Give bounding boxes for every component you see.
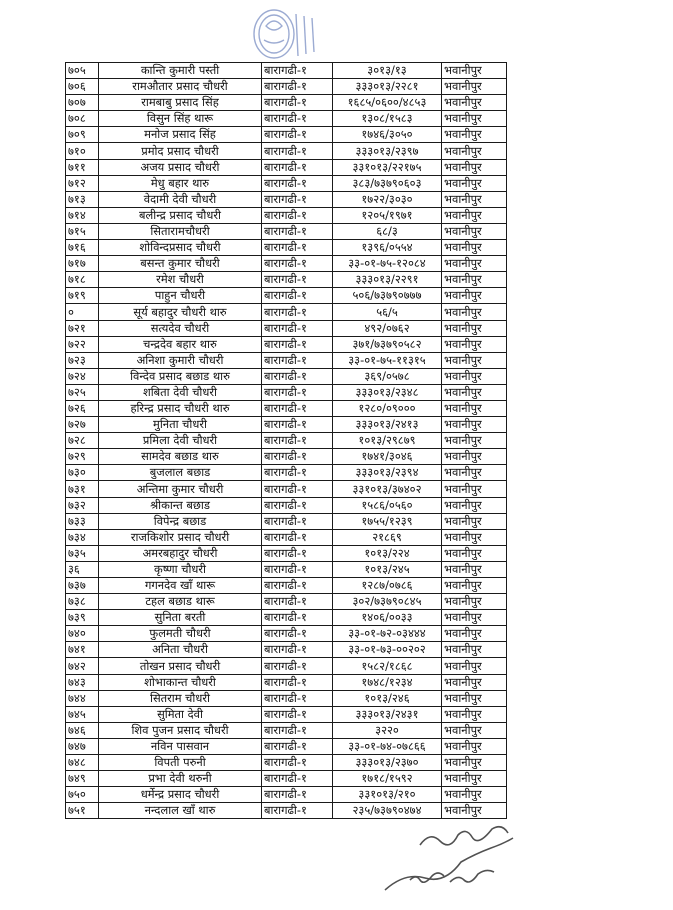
citizenship-number-cell: १६८५/०६००/४८५३ xyxy=(333,95,442,111)
place-cell: भवानीपुर xyxy=(442,481,507,497)
serial-number-cell: ७२२ xyxy=(66,336,99,352)
place-cell: भवानीपुर xyxy=(442,207,507,223)
table-row xyxy=(66,610,507,626)
name-cell: बलीन्द्र प्रसाद चौधरी xyxy=(99,207,262,223)
citizenship-number-cell: १७५५/१२३९ xyxy=(333,513,442,529)
place-cell: भवानीपुर xyxy=(442,658,507,674)
name-cell: मुनिता चौधरी xyxy=(99,417,262,433)
table-row xyxy=(66,561,507,577)
name-cell: विसुन सिंह थारू xyxy=(99,111,262,127)
address-cell: बारागढी-१ xyxy=(262,384,333,400)
address-cell: बारागढी-१ xyxy=(262,561,333,577)
serial-number-cell: ७२५ xyxy=(66,384,99,400)
table-row xyxy=(66,320,507,336)
citizenship-number-cell: ३३३०१३/२२८१ xyxy=(333,79,442,95)
name-cell: शबिता देवी चौधरी xyxy=(99,384,262,400)
address-cell: बारागढी-१ xyxy=(262,288,333,304)
citizenship-number-cell: १०१३/२२४ xyxy=(333,545,442,561)
table-row xyxy=(66,642,507,658)
serial-number-cell: ३६ xyxy=(66,561,99,577)
table-row xyxy=(66,352,507,368)
serial-number-cell: ७३७ xyxy=(66,578,99,594)
address-cell: बारागढी-१ xyxy=(262,175,333,191)
address-cell: बारागढी-१ xyxy=(262,336,333,352)
name-cell: प्रमोद प्रसाद चौधरी xyxy=(99,143,262,159)
place-cell: भवानीपुर xyxy=(442,674,507,690)
name-cell: कृष्णा चौधरी xyxy=(99,561,262,577)
place-cell: भवानीपुर xyxy=(442,433,507,449)
table-row xyxy=(66,545,507,561)
table-row xyxy=(66,803,507,819)
place-cell: भवानीपुर xyxy=(442,465,507,481)
name-cell: रमेश चौधरी xyxy=(99,272,262,288)
serial-number-cell: ७४६ xyxy=(66,722,99,738)
serial-number-cell: ७४२ xyxy=(66,658,99,674)
serial-number-cell: ७०६ xyxy=(66,79,99,95)
table-row xyxy=(66,207,507,223)
citizenship-number-cell: ६८/३ xyxy=(333,223,442,239)
citizenship-number-cell: ३३१०१३/३७४०२ xyxy=(333,481,442,497)
name-cell: रामऔतार प्रसाद चौधरी xyxy=(99,79,262,95)
table-row xyxy=(66,272,507,288)
serial-number-cell: ७११ xyxy=(66,159,99,175)
table-row xyxy=(66,626,507,642)
serial-number-cell: ७४४ xyxy=(66,690,99,706)
place-cell: भवानीपुर xyxy=(442,529,507,545)
name-cell: रामबाबु प्रसाद सिंह xyxy=(99,95,262,111)
table-row xyxy=(66,755,507,771)
citizenship-number-cell: १२०५/१९७१ xyxy=(333,207,442,223)
citizenship-number-cell: ३३१०१३/२२१७५ xyxy=(333,159,442,175)
address-cell: बारागढी-१ xyxy=(262,256,333,272)
address-cell: बारागढी-१ xyxy=(262,787,333,803)
name-cell: अन्तिमा कुमार चौधरी xyxy=(99,481,262,497)
place-cell: भवानीपुर xyxy=(442,513,507,529)
table-row xyxy=(66,738,507,754)
serial-number-cell: ७२७ xyxy=(66,417,99,433)
name-cell: राजकिशोर प्रसाद चौधरी xyxy=(99,529,262,545)
table-row xyxy=(66,417,507,433)
place-cell: भवानीपुर xyxy=(442,400,507,416)
name-cell: सुनिता बरती xyxy=(99,610,262,626)
address-cell: बारागढी-१ xyxy=(262,352,333,368)
citizenship-number-cell: ३३-०१-७४-०७८६६ xyxy=(333,738,442,754)
serial-number-cell: ७०८ xyxy=(66,111,99,127)
address-cell: बारागढी-१ xyxy=(262,207,333,223)
name-cell: प्रभा देवी थरुनी xyxy=(99,771,262,787)
table-row xyxy=(66,787,507,803)
citizenship-number-cell: ३३-०१-७३-००२०२ xyxy=(333,642,442,658)
citizenship-number-cell: ३३३०१३/२४१३ xyxy=(333,417,442,433)
table-row xyxy=(66,465,507,481)
table-row xyxy=(66,722,507,738)
serial-number-cell: ७४७ xyxy=(66,738,99,754)
name-cell: मनोज प्रसाद सिंह xyxy=(99,127,262,143)
place-cell: भवानीपुर xyxy=(442,771,507,787)
citizenship-number-cell: १०१३/२९८७९ xyxy=(333,433,442,449)
address-cell: बारागढी-१ xyxy=(262,449,333,465)
citizenship-number-cell: ३२२० xyxy=(333,722,442,738)
place-cell: भवानीपुर xyxy=(442,545,507,561)
address-cell: बारागढी-१ xyxy=(262,738,333,754)
name-cell: सामदेव बछाड थारु xyxy=(99,449,262,465)
address-cell: बारागढी-१ xyxy=(262,191,333,207)
place-cell: भवानीपुर xyxy=(442,787,507,803)
address-cell: बारागढी-१ xyxy=(262,368,333,384)
place-cell: भवानीपुर xyxy=(442,256,507,272)
place-cell: भवानीपुर xyxy=(442,738,507,754)
name-cell: हरिन्द्र प्रसाद चौधरी थारु xyxy=(99,400,262,416)
place-cell: भवानीपुर xyxy=(442,111,507,127)
office-seal-stamp xyxy=(248,4,320,64)
place-cell: भवानीपुर xyxy=(442,594,507,610)
address-cell: बारागढी-१ xyxy=(262,497,333,513)
address-cell: बारागढी-१ xyxy=(262,63,333,79)
name-cell: वेदामी देवी चौधरी xyxy=(99,191,262,207)
name-cell: शोविन्दप्रसाद चौधरी xyxy=(99,240,262,256)
serial-number-cell: ७२८ xyxy=(66,433,99,449)
table-row xyxy=(66,497,507,513)
citizenship-number-cell: ३३३०१३/२४३१ xyxy=(333,706,442,722)
table-row xyxy=(66,771,507,787)
table-row xyxy=(66,400,507,416)
citizenship-number-cell: २१८६९ xyxy=(333,529,442,545)
citizenship-number-cell: ५६/५ xyxy=(333,304,442,320)
place-cell: भवानीपुर xyxy=(442,240,507,256)
table-row xyxy=(66,690,507,706)
name-cell: गगनदेव खाँ थारू xyxy=(99,578,262,594)
table-row xyxy=(66,481,507,497)
serial-number-cell: ७२४ xyxy=(66,368,99,384)
serial-number-cell: ७०५ xyxy=(66,63,99,79)
serial-number-cell: ० xyxy=(66,304,99,320)
serial-number-cell: ७२९ xyxy=(66,449,99,465)
citizenship-number-cell: १०१३/२४६ xyxy=(333,690,442,706)
address-cell: बारागढी-१ xyxy=(262,690,333,706)
citizenship-number-cell: ३३-०१-७२-०३४४४ xyxy=(333,626,442,642)
name-cell: श्रीकान्त बछाड xyxy=(99,497,262,513)
citizenship-number-cell: ३३-०१-७५-११३१५ xyxy=(333,352,442,368)
table-row xyxy=(66,288,507,304)
serial-number-cell: ७२१ xyxy=(66,320,99,336)
address-cell: बारागढी-१ xyxy=(262,400,333,416)
citizenship-number-cell: १५८६/०५६० xyxy=(333,497,442,513)
place-cell: भवानीपुर xyxy=(442,368,507,384)
table-row xyxy=(66,529,507,545)
address-cell: बारागढी-१ xyxy=(262,159,333,175)
place-cell: भवानीपुर xyxy=(442,272,507,288)
citizenship-number-cell: ३०१३/१३ xyxy=(333,63,442,79)
address-cell: बारागढी-१ xyxy=(262,642,333,658)
serial-number-cell: ७५० xyxy=(66,787,99,803)
place-cell: भवानीपुर xyxy=(442,578,507,594)
citizenship-number-cell: ३३-०१-७५-१२०८४ xyxy=(333,256,442,272)
citizenship-number-cell: १७१८/१५९२ xyxy=(333,771,442,787)
table-row xyxy=(66,578,507,594)
address-cell: बारागढी-१ xyxy=(262,272,333,288)
name-cell: प्रमिला देवी चौधरी xyxy=(99,433,262,449)
citizenship-number-cell: ३०२/७३७९०८४५ xyxy=(333,594,442,610)
name-cell: विन्देव प्रसाद बछाड थारु xyxy=(99,368,262,384)
name-cell: सूर्य बहादुर चौधरी थारु xyxy=(99,304,262,320)
serial-number-cell: ७१६ xyxy=(66,240,99,256)
name-cell: विपेन्द्र बछाड xyxy=(99,513,262,529)
citizenship-number-cell: ३३३०१३/२३९४ xyxy=(333,465,442,481)
address-cell: बारागढी-१ xyxy=(262,626,333,642)
address-cell: बारागढी-१ xyxy=(262,240,333,256)
name-cell: मेधु बहार थारु xyxy=(99,175,262,191)
serial-number-cell: ७१२ xyxy=(66,175,99,191)
table-row xyxy=(66,368,507,384)
serial-number-cell: ७३२ xyxy=(66,497,99,513)
name-cell: विपती परुनी xyxy=(99,755,262,771)
name-cell: अमरबहादुर चौधरी xyxy=(99,545,262,561)
table-row xyxy=(66,594,507,610)
citizenship-number-cell: १७४१/३०४६ xyxy=(333,449,442,465)
address-cell: बारागढी-१ xyxy=(262,771,333,787)
serial-number-cell: ७४३ xyxy=(66,674,99,690)
place-cell: भवानीपुर xyxy=(442,561,507,577)
serial-number-cell: ७२३ xyxy=(66,352,99,368)
register-body xyxy=(66,63,507,819)
place-cell: भवानीपुर xyxy=(442,642,507,658)
citizenship-number-cell: १७२२/३०३० xyxy=(333,191,442,207)
serial-number-cell: ७१८ xyxy=(66,272,99,288)
place-cell: भवानीपुर xyxy=(442,304,507,320)
name-cell: टहल बछाड थारू xyxy=(99,594,262,610)
citizenship-number-cell: ३३३०१३/२३४८ xyxy=(333,384,442,400)
citizenship-number-cell: ३६९/०५७८ xyxy=(333,368,442,384)
address-cell: बारागढी-१ xyxy=(262,481,333,497)
address-cell: बारागढी-१ xyxy=(262,304,333,320)
citizenship-number-cell: ५०६/७३७९०७७७ xyxy=(333,288,442,304)
table-row xyxy=(66,95,507,111)
address-cell: बारागढी-१ xyxy=(262,433,333,449)
address-cell: बारागढी-१ xyxy=(262,513,333,529)
serial-number-cell: ७१५ xyxy=(66,223,99,239)
citizenship-number-cell: १७४८/१२३४ xyxy=(333,674,442,690)
place-cell: भवानीपुर xyxy=(442,79,507,95)
citizenship-number-cell: १३९६/०५५४ xyxy=(333,240,442,256)
place-cell: भवानीपुर xyxy=(442,497,507,513)
place-cell: भवानीपुर xyxy=(442,722,507,738)
name-cell: अनिशा कुमारी चौधरी xyxy=(99,352,262,368)
serial-number-cell: ७५१ xyxy=(66,803,99,819)
place-cell: भवानीपुर xyxy=(442,690,507,706)
place-cell: भवानीपुर xyxy=(442,159,507,175)
address-cell: बारागढी-१ xyxy=(262,465,333,481)
address-cell: बारागढी-१ xyxy=(262,95,333,111)
address-cell: बारागढी-१ xyxy=(262,79,333,95)
serial-number-cell: ७१७ xyxy=(66,256,99,272)
serial-number-cell: ७१३ xyxy=(66,191,99,207)
table-row xyxy=(66,658,507,674)
address-cell: बारागढी-१ xyxy=(262,320,333,336)
citizenship-number-cell: ३७१/७३७९०५८२ xyxy=(333,336,442,352)
place-cell: भवानीपुर xyxy=(442,191,507,207)
place-cell: भवानीपुर xyxy=(442,610,507,626)
name-cell: सितारामचौधरी xyxy=(99,223,262,239)
name-cell: शोभाकान्त चौधरी xyxy=(99,674,262,690)
address-cell: बारागढी-१ xyxy=(262,143,333,159)
address-cell: बारागढी-१ xyxy=(262,545,333,561)
name-cell: अजय प्रसाद चौधरी xyxy=(99,159,262,175)
name-cell: शिव पुजन प्रसाद चौधरी xyxy=(99,722,262,738)
serial-number-cell: ७३१ xyxy=(66,481,99,497)
name-cell: चन्द्रदेव बहार थारु xyxy=(99,336,262,352)
serial-number-cell: ७४८ xyxy=(66,755,99,771)
serial-number-cell: ७२६ xyxy=(66,400,99,416)
citizenship-number-cell: ३३३०१३/२३९७ xyxy=(333,143,442,159)
table-row xyxy=(66,191,507,207)
table-row xyxy=(66,706,507,722)
address-cell: बारागढी-१ xyxy=(262,578,333,594)
serial-number-cell: ७०७ xyxy=(66,95,99,111)
table-row xyxy=(66,223,507,239)
name-cell: सुमिता देवी xyxy=(99,706,262,722)
citizenship-number-cell: १७४६/३०५० xyxy=(333,127,442,143)
address-cell: बारागढी-१ xyxy=(262,706,333,722)
place-cell: भवानीपुर xyxy=(442,175,507,191)
address-cell: बारागढी-१ xyxy=(262,803,333,819)
serial-number-cell: ७३५ xyxy=(66,545,99,561)
place-cell: भवानीपुर xyxy=(442,706,507,722)
table-row xyxy=(66,513,507,529)
table-row xyxy=(66,159,507,175)
place-cell: भवानीपुर xyxy=(442,449,507,465)
serial-number-cell: ७३३ xyxy=(66,513,99,529)
place-cell: भवानीपुर xyxy=(442,384,507,400)
serial-number-cell: ७१० xyxy=(66,143,99,159)
place-cell: भवानीपुर xyxy=(442,288,507,304)
table-row xyxy=(66,449,507,465)
place-cell: भवानीपुर xyxy=(442,336,507,352)
citizenship-number-cell: १५८२/१८६८ xyxy=(333,658,442,674)
name-cell: अनिता चौधरी xyxy=(99,642,262,658)
serial-number-cell: ७३८ xyxy=(66,594,99,610)
name-cell: कान्ति कुमारी पस्ती xyxy=(99,63,262,79)
address-cell: बारागढी-१ xyxy=(262,127,333,143)
place-cell: भवानीपुर xyxy=(442,755,507,771)
serial-number-cell: ७१९ xyxy=(66,288,99,304)
citizenship-number-cell: १२८०/०९००० xyxy=(333,400,442,416)
table-row xyxy=(66,127,507,143)
table-row xyxy=(66,79,507,95)
place-cell: भवानीपुर xyxy=(442,127,507,143)
serial-number-cell: ७३४ xyxy=(66,529,99,545)
address-cell: बारागढी-१ xyxy=(262,658,333,674)
place-cell: भवानीपुर xyxy=(442,95,507,111)
citizenship-number-cell: ३३३०१३/२२९१ xyxy=(333,272,442,288)
address-cell: बारागढी-१ xyxy=(262,755,333,771)
address-cell: बारागढी-१ xyxy=(262,674,333,690)
place-cell: भवानीपुर xyxy=(442,803,507,819)
citizenship-number-cell: १०१३/२४५ xyxy=(333,561,442,577)
name-cell: धर्मेन्द्र प्रसाद चौधरी xyxy=(99,787,262,803)
place-cell: भवानीपुर xyxy=(442,223,507,239)
citizenship-number-cell: ३८३/७३७९०६०३ xyxy=(333,175,442,191)
citizenship-number-cell: १२८७/०७८६ xyxy=(333,578,442,594)
citizenship-number-cell: ३३३०१३/२३७० xyxy=(333,755,442,771)
address-cell: बारागढी-१ xyxy=(262,594,333,610)
address-cell: बारागढी-१ xyxy=(262,610,333,626)
voter-register-table xyxy=(65,62,507,819)
table-row xyxy=(66,674,507,690)
address-cell: बारागढी-१ xyxy=(262,111,333,127)
serial-number-cell: ७३० xyxy=(66,465,99,481)
name-cell: नविन पासवान xyxy=(99,738,262,754)
table-row xyxy=(66,304,507,320)
table-row xyxy=(66,111,507,127)
name-cell: सत्यदेव चौधरी xyxy=(99,320,262,336)
name-cell: बुजलाल बछाड xyxy=(99,465,262,481)
place-cell: भवानीपुर xyxy=(442,143,507,159)
table-row xyxy=(66,256,507,272)
serial-number-cell: ७४१ xyxy=(66,642,99,658)
serial-number-cell: ७४९ xyxy=(66,771,99,787)
citizenship-number-cell: ४९२/०७६२ xyxy=(333,320,442,336)
table-row xyxy=(66,384,507,400)
place-cell: भवानीपुर xyxy=(442,320,507,336)
serial-number-cell: ७१४ xyxy=(66,207,99,223)
citizenship-number-cell: १३०८/१५८३ xyxy=(333,111,442,127)
serial-number-cell: ७४० xyxy=(66,626,99,642)
name-cell: नन्दलाल खाँ थारु xyxy=(99,803,262,819)
name-cell: तोखन प्रसाद चौधरी xyxy=(99,658,262,674)
address-cell: बारागढी-१ xyxy=(262,417,333,433)
table-row xyxy=(66,175,507,191)
place-cell: भवानीपुर xyxy=(442,417,507,433)
table-row xyxy=(66,240,507,256)
table-row xyxy=(66,336,507,352)
serial-number-cell: ७४५ xyxy=(66,706,99,722)
citizenship-number-cell: २३५/७३७९०४७४ xyxy=(333,803,442,819)
citizenship-number-cell: १४०६/००३३ xyxy=(333,610,442,626)
address-cell: बारागढी-१ xyxy=(262,223,333,239)
citizenship-number-cell: ३३१०१३/२१० xyxy=(333,787,442,803)
name-cell: बसन्त कुमार चौधरी xyxy=(99,256,262,272)
serial-number-cell: ७३९ xyxy=(66,610,99,626)
signature-stamp xyxy=(380,820,530,900)
name-cell: पाहुन चौधरी xyxy=(99,288,262,304)
name-cell: सितराम चौधरी xyxy=(99,690,262,706)
place-cell: भवानीपुर xyxy=(442,63,507,79)
place-cell: भवानीपुर xyxy=(442,352,507,368)
place-cell: भवानीपुर xyxy=(442,626,507,642)
table-row xyxy=(66,433,507,449)
table-row xyxy=(66,63,507,79)
serial-number-cell: ७०९ xyxy=(66,127,99,143)
address-cell: बारागढी-१ xyxy=(262,529,333,545)
table-row xyxy=(66,143,507,159)
name-cell: फुलमती चौधरी xyxy=(99,626,262,642)
address-cell: बारागढी-१ xyxy=(262,722,333,738)
